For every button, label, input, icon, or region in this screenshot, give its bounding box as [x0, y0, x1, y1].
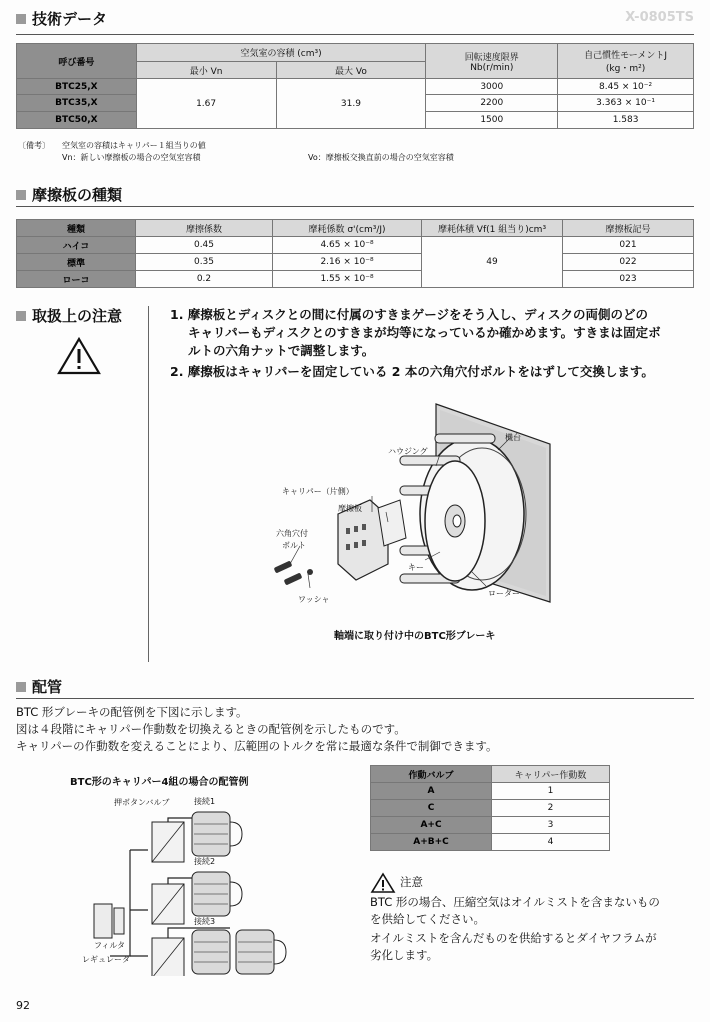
tech-section-title — [16, 8, 107, 29]
cell-inertia: 8.45 × 10⁻² — [558, 79, 694, 95]
warning-icon — [56, 336, 102, 376]
label-frame: 機台 — [505, 433, 521, 442]
table-row — [17, 79, 694, 95]
th-valve: 作動バルブ — [371, 766, 492, 783]
piping-text-3: キャリパーの作動数を変えることにより、広範囲のトルクを常に最適な条件で制御できます。 — [16, 739, 498, 753]
th-min: 最小 Vn — [136, 62, 276, 79]
label-bolt-line1: 六角穴付 — [276, 529, 308, 538]
piping-text-2: 図は４段階にキャリパー作動数を切換えるときの配管例を示したものです。 — [16, 722, 406, 736]
piping-title-text: 配管 — [32, 678, 63, 696]
caution-line-1: BTC 形の場合、圧縮空気はオイルミストを含まないもの — [370, 895, 660, 909]
table-row — [371, 817, 610, 834]
row-valve: C — [371, 800, 492, 817]
brake-illustration — [260, 396, 580, 620]
label-caliper: キャリパー（片側） — [282, 487, 354, 496]
row-valve: A+B+C — [371, 834, 492, 851]
cell-count: 1 — [492, 783, 610, 800]
cell-vn: 1.67 — [136, 79, 276, 129]
cell-count: 3 — [492, 817, 610, 834]
section-rule — [16, 698, 694, 699]
table-row — [371, 783, 610, 800]
cell-speed: 1500 — [426, 112, 558, 129]
caution-line-4: 劣化します。 — [370, 948, 439, 962]
cell-speed: 2200 — [426, 95, 558, 112]
cell-coef: 0.2 — [136, 271, 273, 288]
note-3: Vo：摩擦板交換直前の場合の空気室容積 — [308, 153, 454, 162]
label-bolt-line2: ボルト — [282, 541, 306, 550]
note-1: 空気室の容積はキャリパー１組当りの値 — [62, 141, 206, 150]
piping-text-1: BTC 形ブレーキの配管例を下図に示します。 — [16, 705, 248, 719]
label-regulator: レギュレータ — [82, 955, 130, 964]
label-key: キー — [408, 563, 424, 572]
section-square-icon — [16, 14, 26, 24]
cell-vol: 49 — [422, 237, 563, 288]
cell-speed: 3000 — [426, 79, 558, 95]
label-filter: フィルタ — [94, 941, 126, 950]
cell-vo: 31.9 — [276, 79, 426, 129]
cell-inertia: 1.583 — [558, 112, 694, 129]
label-conn3: 接続3 — [194, 917, 216, 926]
table-row — [17, 237, 694, 254]
step2: 2. 摩擦板はキャリパーを固定している 2 本の六角穴付ボルトをはずして交換します。 — [170, 364, 654, 379]
cell-count: 2 — [492, 800, 610, 817]
caution-title: 注意 — [400, 875, 423, 889]
row-type: ローコ — [17, 271, 136, 288]
vertical-divider — [148, 306, 149, 662]
friction-title-text: 摩擦板の種類 — [32, 186, 123, 204]
cell-wear: 1.55 × 10⁻⁸ — [273, 271, 422, 288]
table-row — [17, 254, 694, 271]
table-row — [17, 271, 694, 288]
cell-coef: 0.45 — [136, 237, 273, 254]
row-type: ハイコ — [17, 237, 136, 254]
row-model: BTC35,X — [17, 95, 137, 112]
label-conn1: 接続1 — [194, 797, 216, 806]
section-square-icon — [16, 682, 26, 692]
step1-line3: ルトの六角ナットで調整します。 — [188, 343, 375, 358]
cell-coef: 0.35 — [136, 254, 273, 271]
friction-table — [16, 219, 694, 288]
th-vol: 摩耗体積 Vf(1 組当り)cm³ — [422, 220, 563, 237]
th-type: 種類 — [17, 220, 136, 237]
caution-icon — [370, 872, 396, 894]
section-rule — [16, 34, 694, 35]
th-count: キャリパー作動数 — [492, 766, 610, 783]
illustration-caption: 軸端に取り付け中のBTC形ブレーキ — [334, 631, 496, 642]
row-model: BTC25,X — [17, 79, 137, 95]
th-speed-text: 回転速度限界 — [464, 52, 519, 63]
note-label: 〔備考〕 — [18, 141, 50, 150]
th-inertia-text: 自己慣性モーメントJ — [584, 51, 667, 61]
row-model: BTC50,X — [17, 112, 137, 129]
row-valve: A+C — [371, 817, 492, 834]
step1-line1: 1. 摩擦板とディスクとの間に付属のすきまゲージをそう入し、ディスクの両側のどの — [170, 307, 649, 322]
caution-line-2: を供給してください。 — [370, 912, 485, 926]
th-model: 呼び番号 — [17, 44, 137, 79]
cell-count: 4 — [492, 834, 610, 851]
label-housing: ハウジング — [388, 447, 428, 456]
caution-line-3: オイルミストを含んだものを供給するとダイヤフラムが — [370, 931, 657, 945]
friction-section-title — [16, 184, 122, 205]
step1-line2: キャリパーもディスクとのすきまが均等になっているか確かめます。すきまは固定ボ — [188, 325, 661, 340]
page-number: 92 — [16, 999, 30, 1012]
table-row — [371, 800, 610, 817]
th-speed — [426, 44, 558, 79]
th-coef: 摩擦係数 — [136, 220, 273, 237]
cell-wear: 4.65 × 10⁻⁸ — [273, 237, 422, 254]
cell-code: 022 — [563, 254, 694, 271]
th-inertia — [558, 44, 694, 79]
note-2: Vn：新しい摩擦板の場合の空気室容積 — [62, 153, 201, 162]
piping-diagram — [80, 806, 300, 976]
cell-code: 021 — [563, 237, 694, 254]
section-square-icon — [16, 311, 26, 321]
th-speed-unit: Nb(r/min) — [470, 62, 514, 73]
section-square-icon — [16, 190, 26, 200]
label-pad: 摩擦板 — [338, 504, 362, 513]
th-wear: 摩耗係数 σ'(cm³/J) — [273, 220, 422, 237]
table-row — [371, 834, 610, 851]
tech-title-text: 技術データ — [32, 10, 108, 28]
faded-header-text: X-0805TS — [625, 10, 694, 25]
row-type: 標準 — [17, 254, 136, 271]
label-washer: ワッシャ — [298, 595, 330, 604]
th-inertia-unit: (kg・m²) — [605, 64, 646, 74]
label-conn2: 接続2 — [194, 857, 216, 866]
handling-title-text: 取扱上の注意 — [32, 307, 123, 325]
handling-section-title — [16, 305, 122, 326]
tech-data-table — [16, 43, 694, 129]
th-max: 最大 Vo — [276, 62, 426, 79]
piping-section-title — [16, 676, 62, 697]
label-push-valve: 押ボタンバルブ — [114, 798, 170, 807]
label-rotor: ローター — [488, 589, 520, 598]
cell-wear: 2.16 × 10⁻⁸ — [273, 254, 422, 271]
th-volume: 空気室の容積 (cm³) — [136, 44, 426, 62]
cell-code: 023 — [563, 271, 694, 288]
valve-count-table — [370, 765, 610, 851]
section-rule — [16, 206, 694, 207]
th-code: 摩擦板記号 — [563, 220, 694, 237]
cell-inertia: 3.363 × 10⁻¹ — [558, 95, 694, 112]
row-valve: A — [371, 783, 492, 800]
piping-diagram-title: BTC形のキャリパー4組の場合の配管例 — [70, 777, 249, 788]
